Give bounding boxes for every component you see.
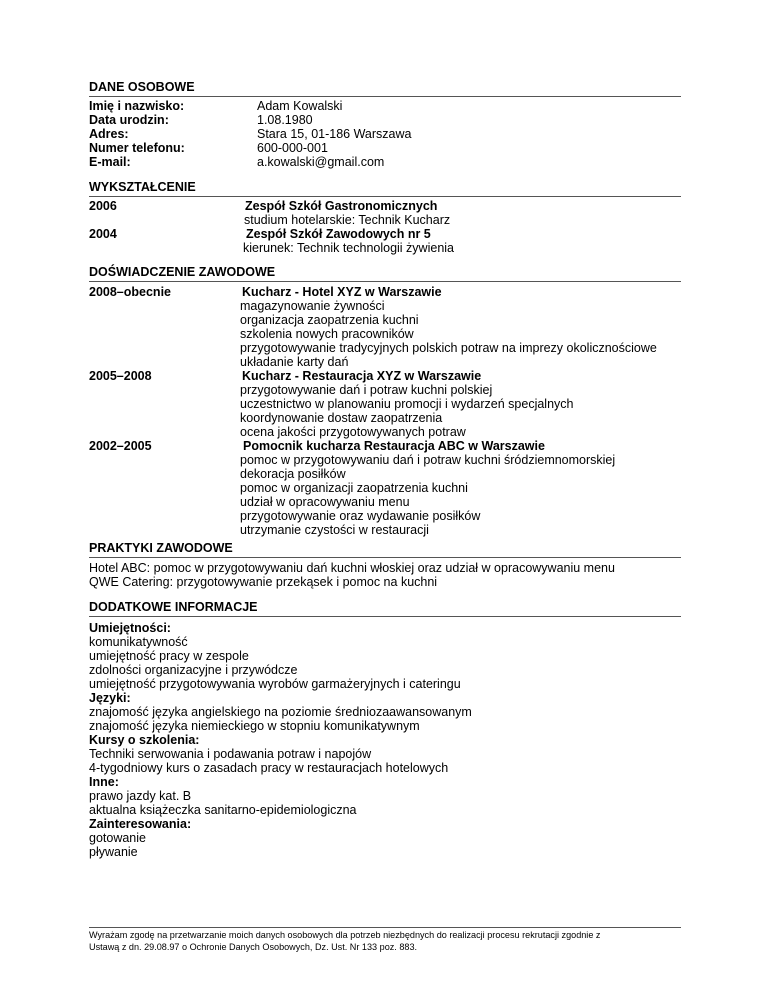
additional-section	[89, 600, 681, 859]
experience-section	[89, 265, 681, 537]
group-heading-skills: Umiejętności:	[89, 621, 171, 635]
group-heading-languages: Języki:	[89, 691, 131, 705]
experience-duty	[89, 299, 681, 313]
group-item: pływanie	[89, 845, 138, 859]
personal-label: Imię i nazwisko:	[89, 99, 185, 113]
experience-duty	[89, 341, 681, 355]
internships-section-title: PRAKTYKI ZAWODOWE	[89, 541, 681, 558]
personal-rows	[89, 99, 681, 169]
education-school: Zespół Szkół Gastronomicznych	[245, 199, 438, 213]
personal-row-phone	[89, 141, 681, 155]
personal-value: a.kowalski@gmail.com	[257, 155, 385, 169]
education-section-title: WYKSZTAŁCENIE	[89, 180, 681, 197]
group-heading-courses: Kursy o szkolenia:	[89, 733, 200, 747]
duty-text: przygotowywanie dań i potraw kuchni polskiej	[240, 383, 493, 397]
personal-value: Stara 15, 01-186 Warszawa	[257, 127, 412, 141]
duty-text: organizacja zaopatrzenia kuchni	[240, 313, 419, 327]
experience-period: 2008–obecnie	[89, 285, 171, 299]
group-item: komunikatywność	[89, 635, 188, 649]
duty-text: utrzymanie czystości w restauracji	[240, 523, 429, 537]
experience-entry-3	[89, 439, 681, 453]
education-detail: studium hotelarskie: Technik Kucharz	[244, 213, 451, 227]
group-item: Techniki serwowania i podawania potraw i napojów	[89, 747, 372, 761]
personal-label: Data urodzin:	[89, 113, 169, 127]
consent-line-2: Ustawą z dn. 29.08.97 o Ochronie Danych Osobowych, Dz. Ust. Nr 133 poz. 883.	[89, 942, 418, 952]
experience-duty	[89, 481, 681, 495]
experience-duty	[89, 453, 681, 467]
education-entry-1	[89, 199, 681, 213]
education-school: Zespół Szkół Zawodowych nr 5	[246, 227, 431, 241]
experience-position: Kucharz - Hotel XYZ w Warszawie	[242, 285, 442, 299]
education-detail-row	[89, 241, 681, 255]
additional-groups	[89, 621, 681, 859]
experience-entries	[89, 285, 681, 537]
group-item: aktualna książeczka sanitarno-epidemiologiczna	[89, 803, 357, 817]
duty-text: dekoracja posiłków	[240, 467, 346, 481]
group-item: umiejętność pracy w zespole	[89, 649, 249, 663]
experience-duty	[89, 327, 681, 341]
experience-period: 2005–2008	[89, 369, 152, 383]
experience-duty	[89, 397, 681, 411]
education-section	[89, 180, 681, 255]
group-item: znajomość języka angielskiego na poziomie średniozaawansowanym	[89, 705, 472, 719]
personal-value: 600-000-001	[257, 141, 328, 155]
duty-text: pomoc w przygotowywaniu dań i potraw kuchni śródziemnomorskiej	[240, 453, 616, 467]
experience-position: Pomocnik kucharza Restauracja ABC w Warszawie	[243, 439, 545, 453]
experience-duty	[89, 509, 681, 523]
education-detail-row	[89, 213, 681, 227]
duty-text: szkolenia nowych pracowników	[240, 327, 414, 341]
education-entries	[89, 199, 681, 255]
education-detail: kierunek: Technik technologii żywienia	[243, 241, 454, 255]
additional-section-title: DODATKOWE INFORMACJE	[89, 600, 681, 617]
group-item: gotowanie	[89, 831, 146, 845]
experience-duty	[89, 467, 681, 481]
experience-duty	[89, 355, 681, 369]
duty-text: pomoc w organizacji zaopatrzenia kuchni	[240, 481, 468, 495]
experience-position: Kucharz - Restauracja XYZ w Warszawie	[242, 369, 482, 383]
group-item: umiejętność przygotowywania wyrobów garmażeryjnych i cateringu	[89, 677, 461, 691]
personal-label: E-mail:	[89, 155, 131, 169]
group-heading-other: Inne:	[89, 775, 119, 789]
duty-text: ocena jakości przygotowywanych potraw	[240, 425, 466, 439]
duty-text: układanie karty dań	[240, 355, 349, 369]
experience-duty	[89, 313, 681, 327]
experience-duty	[89, 425, 681, 439]
duty-text: przygotowywanie oraz wydawanie posiłków	[240, 509, 481, 523]
duty-text: uczestnictwo w planowaniu promocji i wydarzeń specjalnych	[240, 397, 574, 411]
experience-duty	[89, 411, 681, 425]
consent-line-1: Wyrażam zgodę na przetwarzanie moich danych osobowych dla potrzeb niezbędnych do realizacji procesu rekrutacji zgodnie z	[89, 930, 601, 940]
personal-row-name	[89, 99, 681, 113]
group-item: 4-tygodniowy kurs o zasadach pracy w restauracjach hotelowych	[89, 761, 449, 775]
group-item: prawo jazdy kat. B	[89, 789, 192, 803]
group-heading-interests: Zainteresowania:	[89, 817, 192, 831]
education-year: 2004	[89, 227, 117, 241]
personal-label: Numer telefonu:	[89, 141, 185, 155]
experience-duty	[89, 523, 681, 537]
experience-period: 2002–2005	[89, 439, 152, 453]
personal-row-address	[89, 127, 681, 141]
internship-line: QWE Catering: przygotowywanie przekąsek i pomoc na kuchni	[89, 575, 438, 589]
internships-section	[89, 541, 681, 589]
consent-footer	[89, 927, 681, 953]
experience-duty	[89, 495, 681, 509]
experience-entry-1	[89, 285, 681, 299]
internships-lines	[89, 561, 681, 589]
experience-entry-2	[89, 369, 681, 383]
personal-section-title: DANE OSOBOWE	[89, 80, 681, 97]
internship-line: Hotel ABC: pomoc w przygotowywaniu dań kuchni włoskiej oraz udział w opracowywaniu menu	[89, 561, 615, 575]
personal-section	[89, 80, 681, 169]
personal-row-email	[89, 155, 681, 169]
experience-duty	[89, 383, 681, 397]
experience-section-title: DOŚWIADCZENIE ZAWODOWE	[89, 265, 681, 282]
duty-text: koordynowanie dostaw zaopatrzenia	[240, 411, 443, 425]
education-entry-2	[89, 227, 681, 241]
personal-value: 1.08.1980	[257, 113, 313, 127]
personal-row-birthdate	[89, 113, 681, 127]
duty-text: przygotowywanie tradycyjnych polskich potraw na imprezy okolicznościowe	[240, 341, 657, 355]
group-item: zdolności organizacyjne i przywódcze	[89, 663, 298, 677]
duty-text: udział w opracowywaniu menu	[240, 495, 410, 509]
education-year: 2006	[89, 199, 117, 213]
personal-value: Adam Kowalski	[257, 99, 343, 113]
personal-label: Adres:	[89, 127, 129, 141]
duty-text: magazynowanie żywności	[240, 299, 385, 313]
group-item: znajomość języka niemieckiego w stopniu komunikatywnym	[89, 719, 420, 733]
